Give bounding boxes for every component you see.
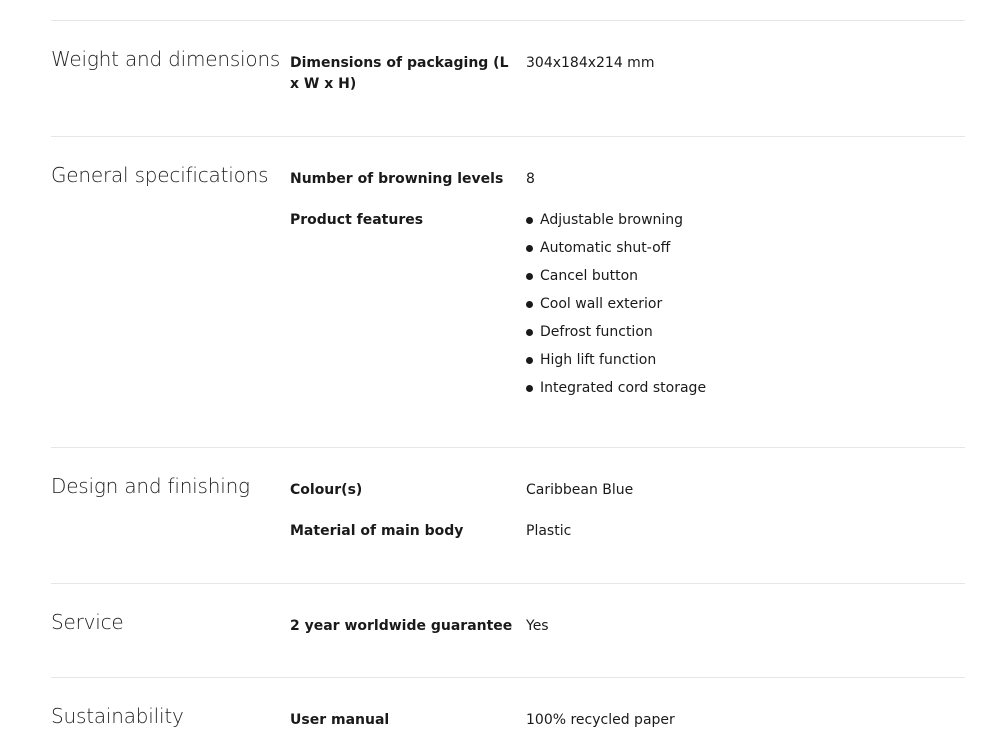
spec-label: Number of browning levels [290,171,504,187]
section-title: Service [51,610,124,634]
product-features-list [526,210,706,406]
spec-label: 2 year worldwide guarantee [290,618,513,634]
spec-row [290,53,950,95]
bullet-icon [526,301,533,308]
bullet-icon [526,385,533,392]
spec-value: 304x184x214 mm [526,55,655,71]
bullet-icon [526,217,533,224]
specifications-list [51,20,965,743]
section-general-specifications [51,136,965,447]
spec-label: User manual [290,712,390,728]
list-item: Integrated cord storage [526,378,706,399]
section-design-and-finishing [51,447,965,583]
spec-value: Plastic [526,523,572,539]
spec-row [290,480,950,501]
list-item: Automatic shut-off [526,238,706,259]
list-item: Cancel button [526,266,706,287]
spec-row [290,616,950,637]
spec-rows [290,169,950,430]
bullet-icon [526,273,533,280]
bullet-icon [526,245,533,252]
section-title: Weight and dimensions [51,47,281,71]
spec-row [290,210,950,406]
spec-label: Material of main body [290,523,464,539]
spec-row [290,521,950,542]
list-item: Defrost function [526,322,706,343]
spec-rows [290,53,950,119]
spec-rows [290,710,950,755]
spec-value: Yes [526,618,549,634]
section-sustainability [51,677,965,743]
section-title: Sustainability [51,704,184,728]
spec-label: Colour(s) [290,482,363,498]
section-title: Design and finishing [51,474,250,498]
section-title: General specifications [51,163,269,187]
spec-value: 100% recycled paper [526,712,675,728]
bullet-icon [526,357,533,364]
spec-label: Product features [290,212,424,228]
bullet-icon [526,329,533,336]
spec-label: Dimensions of packaging (L x W x H) [290,55,509,92]
spec-value: Caribbean Blue [526,482,634,498]
list-item: High lift function [526,350,706,371]
spec-row [290,169,950,190]
section-weight-and-dimensions [51,20,965,136]
spec-rows [290,480,950,566]
list-item: Cool wall exterior [526,294,706,315]
list-item: Adjustable browning [526,210,706,231]
spec-row [290,710,950,731]
section-service [51,583,965,677]
spec-value: 8 [526,171,535,187]
spec-rows [290,616,950,661]
